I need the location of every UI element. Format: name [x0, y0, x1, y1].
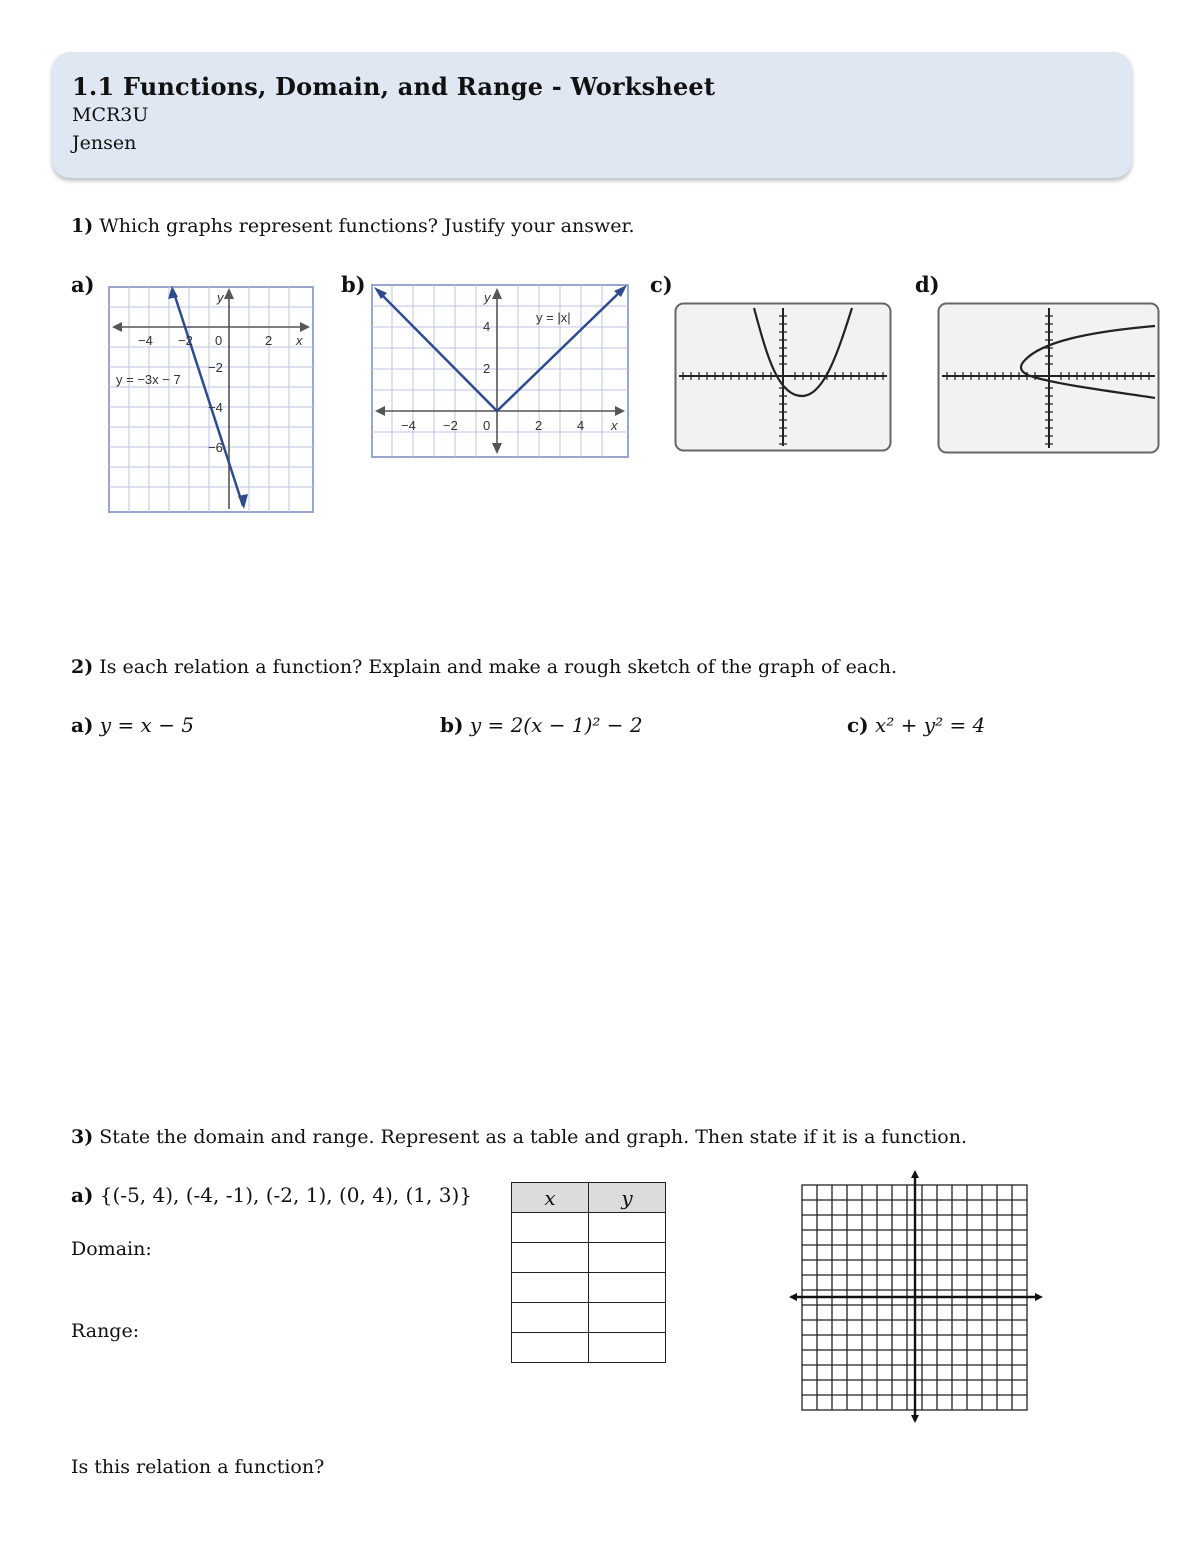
graph-b-tick: 0 — [483, 418, 491, 433]
graph-a-tick: −4 — [138, 333, 153, 348]
question-2 — [71, 656, 897, 678]
graph-b-tick: −4 — [401, 418, 416, 433]
q2-part-c — [847, 713, 985, 737]
table-row — [512, 1273, 666, 1303]
table-cell[interactable] — [589, 1303, 666, 1333]
xy-table — [511, 1182, 666, 1363]
range-label: Range: — [71, 1320, 140, 1342]
graph-a-equation: y = −3x − 7 — [116, 372, 181, 387]
graph-a-tick: −2 — [208, 360, 223, 375]
table-cell[interactable] — [589, 1243, 666, 1273]
table-cell[interactable] — [589, 1273, 666, 1303]
q1-part-a-label: a) — [71, 272, 95, 297]
graph-b-tick: 2 — [483, 361, 491, 376]
q1-part-b-label: b) — [341, 272, 366, 297]
question-1-number: 1) — [71, 215, 94, 237]
graph-a — [108, 286, 314, 513]
table-cell[interactable] — [589, 1333, 666, 1363]
q2-part-a — [71, 713, 194, 737]
table-row — [512, 1333, 666, 1363]
domain-label: Domain: — [71, 1238, 152, 1260]
graph-b-tick: −2 — [443, 418, 458, 433]
graph-a-tick: −2 — [178, 333, 193, 348]
worksheet-header — [52, 52, 1132, 178]
q2-part-a-equation: y = x − 5 — [99, 713, 195, 737]
graph-b-x-label: x — [611, 418, 618, 433]
xy-table-header-x: x — [512, 1183, 589, 1213]
graph-d — [937, 302, 1160, 454]
graph-b-tick: 4 — [483, 319, 491, 334]
graph-b-tick: 2 — [535, 418, 543, 433]
q1-part-c-label: c) — [650, 272, 673, 297]
graph-a-tick: 2 — [265, 333, 273, 348]
table-cell[interactable] — [512, 1243, 589, 1273]
q3-part-a-label: a) — [71, 1183, 94, 1207]
q2-part-b-equation: y = 2(x − 1)² − 2 — [469, 713, 643, 737]
table-row — [512, 1243, 666, 1273]
question-1-text: Which graphs represent functions? Justify your answer. — [99, 215, 635, 237]
table-cell[interactable] — [589, 1213, 666, 1243]
teacher-name: Jensen — [72, 132, 137, 154]
q1-part-d-label: d) — [915, 272, 940, 297]
table-cell[interactable] — [512, 1303, 589, 1333]
graph-b-y-label: y — [484, 290, 491, 305]
worksheet-title: 1.1 Functions, Domain, and Range - Worksheet — [72, 72, 716, 101]
graph-c — [674, 302, 892, 452]
blank-coordinate-grid — [788, 1170, 1044, 1424]
function-question: Is this relation a function? — [71, 1456, 325, 1478]
graph-b — [371, 284, 629, 458]
course-code: MCR3U — [72, 104, 149, 126]
q3-part-a — [71, 1183, 472, 1207]
question-2-number: 2) — [71, 656, 94, 678]
graph-a-tick: −6 — [208, 440, 223, 455]
question-1 — [71, 215, 635, 237]
graph-a-tick: −4 — [208, 400, 223, 415]
graph-a-x-label: x — [296, 333, 303, 348]
q2-part-b — [440, 713, 643, 737]
graph-a-y-label: y — [217, 290, 224, 305]
graph-b-equation: y = |x| — [536, 310, 571, 325]
table-row — [512, 1303, 666, 1333]
table-row — [512, 1213, 666, 1243]
question-3-number: 3) — [71, 1126, 94, 1148]
q2-part-a-label: a) — [71, 713, 94, 737]
q3-part-a-set: {(-5, 4), (-4, -1), (-2, 1), (0, 4), (1, 3)} — [99, 1183, 472, 1207]
table-cell[interactable] — [512, 1273, 589, 1303]
table-cell[interactable] — [512, 1213, 589, 1243]
xy-table-header-y: y — [589, 1183, 666, 1213]
table-cell[interactable] — [512, 1333, 589, 1363]
q2-part-b-label: b) — [440, 713, 464, 737]
graph-a-tick: 0 — [215, 333, 223, 348]
q2-part-c-equation: x² + y² = 4 — [875, 713, 986, 737]
question-3-text: State the domain and range. Represent as a table and graph. Then state if it is a function. — [99, 1126, 968, 1148]
graph-b-tick: 4 — [577, 418, 585, 433]
question-2-text: Is each relation a function? Explain and make a rough sketch of the graph of each. — [99, 656, 898, 678]
q2-part-c-label: c) — [847, 713, 869, 737]
question-3 — [71, 1126, 967, 1148]
